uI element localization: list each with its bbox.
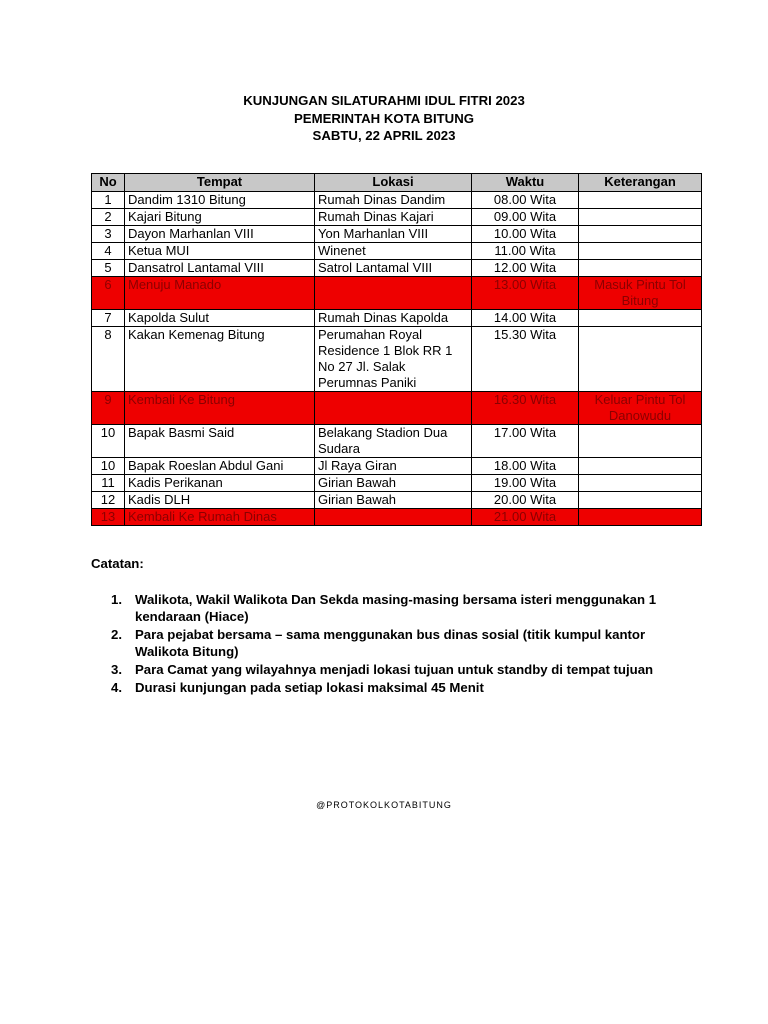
cell-keterangan	[579, 209, 702, 226]
cell-keterangan	[579, 425, 702, 458]
cell-lokasi	[315, 277, 472, 310]
cell-tempat: Dandim 1310 Bitung	[125, 192, 315, 209]
cell-no: 10	[92, 425, 125, 458]
cell-keterangan	[579, 475, 702, 492]
note-text: Para pejabat bersama – sama menggunakan bus dinas sosial (titik kumpul kantor Walikota Bitung)	[135, 627, 646, 659]
note-text: Walikota, Wakil Walikota Dan Sekda masing-masing bersama isteri menggunakan 1 kendaraan (Hiace)	[135, 592, 657, 624]
cell-lokasi: Winenet	[315, 243, 472, 260]
cell-tempat: Kadis DLH	[125, 492, 315, 509]
cell-keterangan	[579, 192, 702, 209]
cell-lokasi: Belakang Stadion Dua Sudara	[315, 425, 472, 458]
table-row	[92, 475, 702, 492]
cell-waktu: 20.00 Wita	[472, 492, 579, 509]
cell-tempat: Dayon Marhanlan VIII	[125, 226, 315, 243]
note-number: 2.	[111, 627, 122, 642]
cell-waktu: 16.30 Wita	[472, 392, 579, 425]
cell-tempat: Dansatrol Lantamal VIII	[125, 260, 315, 277]
cell-lokasi: Girian Bawah	[315, 475, 472, 492]
cell-keterangan	[579, 226, 702, 243]
table-header-row	[92, 174, 702, 192]
cell-tempat: Bapak Basmi Said	[125, 425, 315, 458]
table-row	[92, 392, 702, 425]
cell-tempat: Kapolda Sulut	[125, 310, 315, 327]
table-row	[92, 243, 702, 260]
cell-lokasi: Rumah Dinas Kajari	[315, 209, 472, 226]
cell-keterangan	[579, 260, 702, 277]
cell-lokasi: Rumah Dinas Dandim	[315, 192, 472, 209]
cell-tempat: Bapak Roeslan Abdul Gani	[125, 458, 315, 475]
cell-no: 1	[92, 192, 125, 209]
column-header-lokasi: Lokasi	[315, 174, 472, 192]
cell-no: 7	[92, 310, 125, 327]
cell-lokasi: Rumah Dinas Kapolda	[315, 310, 472, 327]
cell-waktu: 18.00 Wita	[472, 458, 579, 475]
title-line-3: SABTU, 22 APRIL 2023	[312, 128, 456, 143]
cell-waktu: 15.30 Wita	[472, 327, 579, 392]
table-row	[92, 209, 702, 226]
cell-no: 13	[92, 509, 125, 526]
column-header-no: No	[92, 174, 125, 192]
cell-keterangan	[579, 492, 702, 509]
column-header-keterangan: Keterangan	[579, 174, 702, 192]
notes-list	[91, 591, 691, 696]
note-item	[91, 591, 691, 625]
cell-waktu: 14.00 Wita	[472, 310, 579, 327]
note-item	[91, 626, 691, 660]
cell-tempat: Kembali Ke Rumah Dinas	[125, 509, 315, 526]
cell-no: 12	[92, 492, 125, 509]
cell-waktu: 09.00 Wita	[472, 209, 579, 226]
table-row	[92, 226, 702, 243]
note-number: 1.	[111, 592, 122, 607]
cell-waktu: 08.00 Wita	[472, 192, 579, 209]
cell-lokasi: Yon Marhanlan VIII	[315, 226, 472, 243]
cell-lokasi: Perumahan Royal Residence 1 Blok RR 1 No 27 Jl. Salak Perumnas Paniki	[315, 327, 472, 392]
cell-waktu: 13.00 Wita	[472, 277, 579, 310]
cell-no: 3	[92, 226, 125, 243]
cell-no: 8	[92, 327, 125, 392]
schedule-table-body	[92, 192, 702, 526]
cell-no: 6	[92, 277, 125, 310]
cell-tempat: Kajari Bitung	[125, 209, 315, 226]
cell-waktu: 19.00 Wita	[472, 475, 579, 492]
cell-tempat: Menuju Manado	[125, 277, 315, 310]
cell-keterangan	[579, 310, 702, 327]
document-header	[0, 92, 768, 145]
cell-waktu: 12.00 Wita	[472, 260, 579, 277]
note-number: 4.	[111, 680, 122, 695]
note-item	[91, 679, 691, 696]
cell-no: 2	[92, 209, 125, 226]
cell-tempat: Kembali Ke Bitung	[125, 392, 315, 425]
table-row	[92, 260, 702, 277]
cell-no: 10	[92, 458, 125, 475]
table-row	[92, 458, 702, 475]
column-header-tempat: Tempat	[125, 174, 315, 192]
title-line-2: PEMERINTAH KOTA BITUNG	[294, 110, 474, 126]
cell-keterangan	[579, 509, 702, 526]
notes-section	[91, 556, 691, 697]
table-row	[92, 277, 702, 310]
cell-no: 5	[92, 260, 125, 277]
cell-lokasi: Jl Raya Giran	[315, 458, 472, 475]
cell-waktu: 10.00 Wita	[472, 226, 579, 243]
note-number: 3.	[111, 662, 122, 677]
schedule-table	[91, 173, 702, 526]
cell-keterangan	[579, 243, 702, 260]
cell-lokasi: Satrol Lantamal VIII	[315, 260, 472, 277]
note-text: Durasi kunjungan pada setiap lokasi maksimal 45 Menit	[135, 680, 484, 695]
cell-waktu: 11.00 Wita	[472, 243, 579, 260]
title-line-1: KUNJUNGAN SILATURAHMI IDUL FITRI 2023	[243, 93, 525, 108]
column-header-waktu: Waktu	[472, 174, 579, 192]
table-row	[92, 192, 702, 209]
table-row	[92, 509, 702, 526]
table-row	[92, 327, 702, 392]
cell-keterangan: Keluar Pintu Tol Danowudu	[579, 392, 702, 425]
cell-keterangan	[579, 458, 702, 475]
cell-tempat: Kadis Perikanan	[125, 475, 315, 492]
cell-no: 11	[92, 475, 125, 492]
cell-tempat: Kakan Kemenag Bitung	[125, 327, 315, 392]
cell-lokasi: Girian Bawah	[315, 492, 472, 509]
cell-waktu: 21.00 Wita	[472, 509, 579, 526]
cell-keterangan	[579, 327, 702, 392]
cell-lokasi	[315, 509, 472, 526]
table-row	[92, 425, 702, 458]
cell-no: 9	[92, 392, 125, 425]
note-text: Para Camat yang wilayahnya menjadi lokasi tujuan untuk standby di tempat tujuan	[135, 662, 654, 677]
cell-waktu: 17.00 Wita	[472, 425, 579, 458]
table-row	[92, 492, 702, 509]
cell-tempat: Ketua MUI	[125, 243, 315, 260]
cell-keterangan: Masuk Pintu Tol Bitung	[579, 277, 702, 310]
table-row	[92, 310, 702, 327]
notes-title: Catatan:	[91, 556, 144, 571]
cell-no: 4	[92, 243, 125, 260]
note-item	[91, 661, 691, 678]
footer-handle: @PROTOKOLKOTABITUNG	[316, 800, 452, 810]
cell-lokasi	[315, 392, 472, 425]
